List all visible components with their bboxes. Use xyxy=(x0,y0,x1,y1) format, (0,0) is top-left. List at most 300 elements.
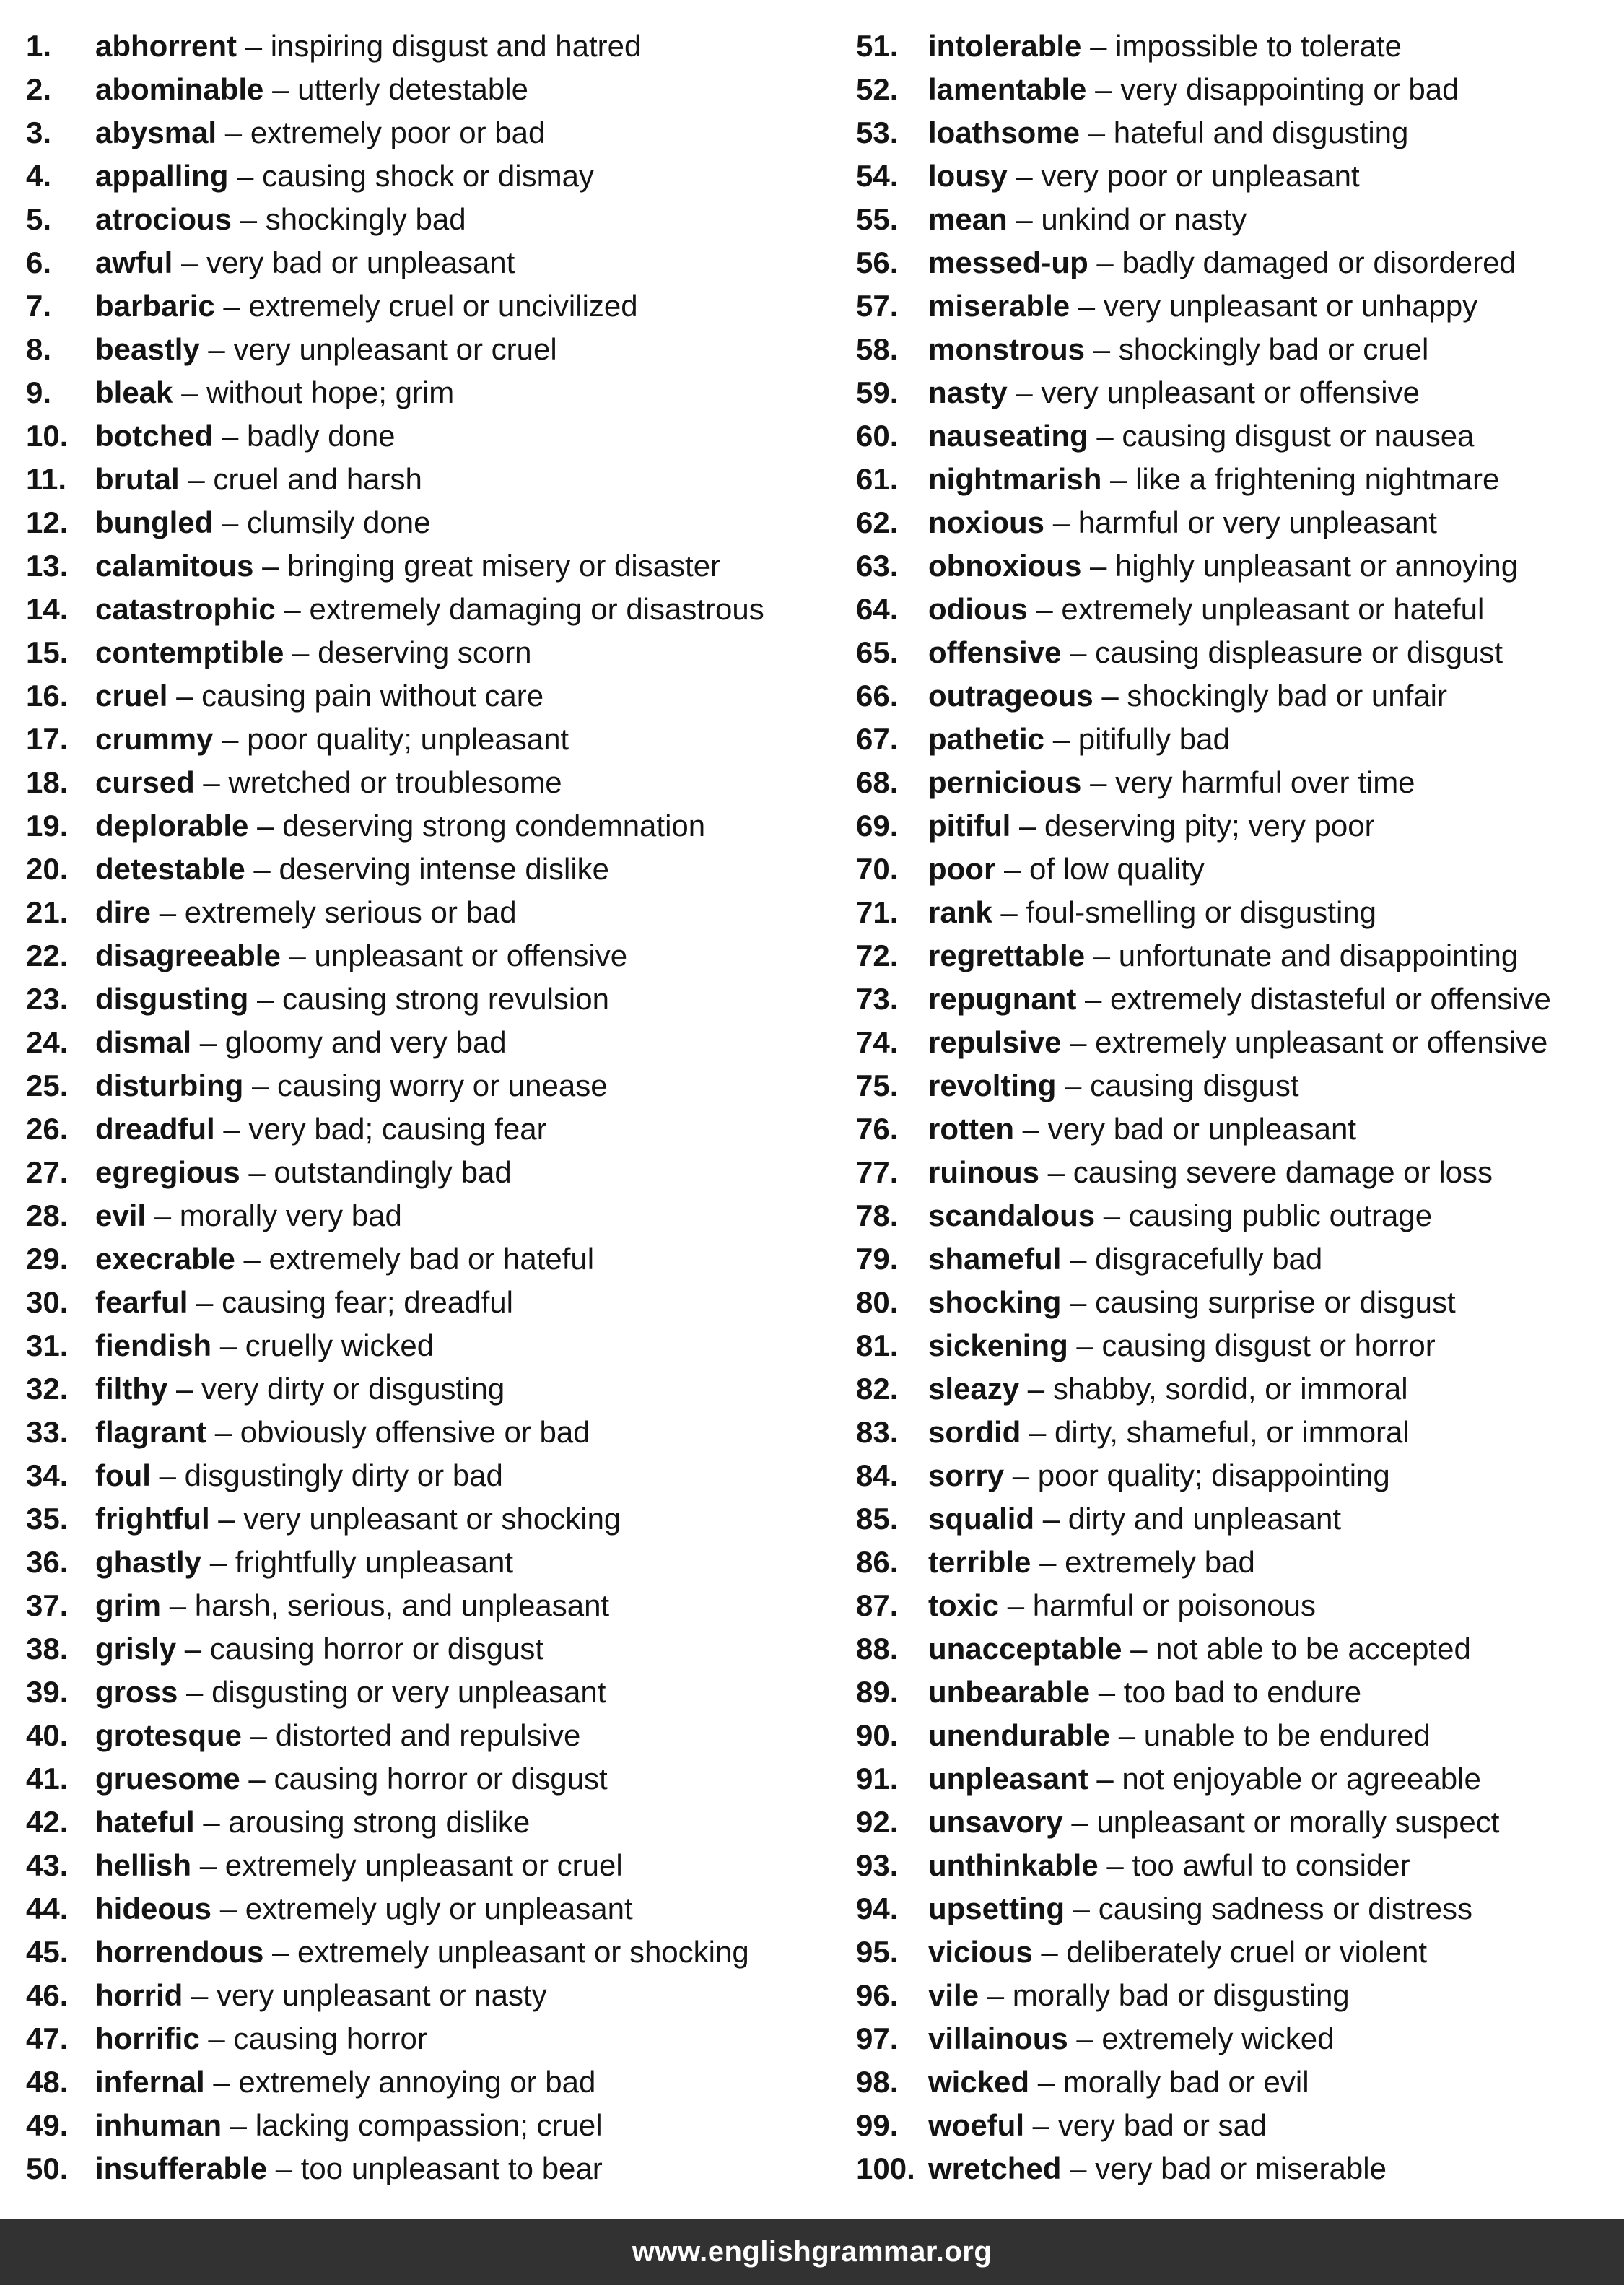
item-separator: – xyxy=(1096,245,1114,279)
list-item xyxy=(856,1584,1624,1627)
item-word: messed-up xyxy=(928,245,1088,279)
item-separator: – xyxy=(262,549,279,583)
list-item xyxy=(26,284,842,328)
item-definition: morally bad or disgusting xyxy=(1012,1978,1350,2012)
item-separator: – xyxy=(1098,1675,1116,1709)
item-body xyxy=(95,2060,595,2104)
item-body xyxy=(95,631,532,674)
item-definition: unable to be endured xyxy=(1143,1718,1431,1752)
item-body xyxy=(928,1714,1431,1757)
item-body xyxy=(95,1281,513,1324)
item-body xyxy=(928,371,1420,414)
list-item xyxy=(856,2104,1624,2147)
item-definition: morally bad or evil xyxy=(1062,2065,1309,2099)
item-body xyxy=(928,414,1474,458)
list-item xyxy=(26,804,842,848)
item-definition: extremely wicked xyxy=(1101,2021,1335,2055)
list-item xyxy=(856,674,1624,718)
item-separator: – xyxy=(176,679,193,713)
item-separator: – xyxy=(154,1198,172,1232)
item-separator: – xyxy=(1003,852,1021,886)
list-item xyxy=(856,891,1624,934)
item-definition: cruelly wicked xyxy=(245,1328,435,1362)
list-item xyxy=(856,1671,1624,1714)
item-definition: shockingly bad or unfair xyxy=(1127,679,1447,713)
item-definition: badly damaged or disordered xyxy=(1122,245,1516,279)
item-word: frightful xyxy=(95,1502,210,1536)
list-item xyxy=(856,1367,1624,1411)
item-body xyxy=(95,371,454,414)
item-word: barbaric xyxy=(95,289,215,323)
list-item xyxy=(856,2147,1624,2190)
item-definition: shabby, sordid, or immoral xyxy=(1052,1372,1408,1406)
item-word: monstrous xyxy=(928,332,1086,366)
item-number: 71. xyxy=(856,895,899,929)
item-word: nauseating xyxy=(928,419,1088,453)
list-item xyxy=(26,891,842,934)
item-definition: morally very bad xyxy=(179,1198,402,1232)
item-word: disturbing xyxy=(95,1068,244,1102)
item-separator: – xyxy=(1110,462,1127,496)
list-item xyxy=(856,2060,1624,2104)
item-number: 50. xyxy=(26,2151,69,2185)
item-number: 57. xyxy=(856,289,899,323)
item-number: 23. xyxy=(26,982,69,1016)
item-separator: – xyxy=(223,1112,240,1146)
list-item xyxy=(856,631,1624,674)
item-definition: badly done xyxy=(247,419,396,453)
item-body xyxy=(95,1801,530,1844)
item-number: 64. xyxy=(856,592,899,626)
item-number: 24. xyxy=(26,1025,69,1059)
list-item xyxy=(26,761,842,804)
item-definition: unpleasant or morally suspect xyxy=(1096,1805,1500,1839)
item-number: 19. xyxy=(26,809,69,843)
list-item xyxy=(26,1541,842,1584)
item-word: vicious xyxy=(928,1935,1033,1969)
item-body xyxy=(928,1887,1472,1931)
item-number: 21. xyxy=(26,895,69,929)
item-number: 48. xyxy=(26,2065,69,2099)
item-word: abominable xyxy=(95,72,264,106)
list-item xyxy=(856,718,1624,761)
item-definition: causing shock or dismay xyxy=(262,159,594,193)
list-item xyxy=(26,1497,842,1541)
item-word: revolting xyxy=(928,1068,1057,1102)
item-number: 29. xyxy=(26,1242,69,1276)
item-number: 25. xyxy=(26,1068,69,1102)
item-definition: deserving pity; very poor xyxy=(1044,809,1375,843)
item-definition: dirty, shameful, or immoral xyxy=(1055,1415,1410,1449)
list-item xyxy=(856,1974,1624,2017)
item-separator: – xyxy=(1071,1805,1088,1839)
item-definition: causing horror xyxy=(233,2021,427,2055)
item-definition: frightfully unpleasant xyxy=(235,1545,513,1579)
list-item xyxy=(856,284,1624,328)
item-definition: too unpleasant to bear xyxy=(300,2151,603,2185)
item-separator: – xyxy=(272,72,289,106)
list-item xyxy=(26,2060,842,2104)
item-word: pitiful xyxy=(928,809,1011,843)
item-word: awful xyxy=(95,245,173,279)
item-body xyxy=(928,1237,1322,1281)
item-body xyxy=(928,631,1503,674)
item-separator: – xyxy=(169,1588,187,1622)
item-definition: deliberately cruel or violent xyxy=(1066,1935,1428,1969)
item-number: 60. xyxy=(856,419,899,453)
item-definition: without hope; grim xyxy=(206,375,455,409)
item-definition: very unpleasant or unhappy xyxy=(1103,289,1478,323)
item-definition: harmful or poisonous xyxy=(1032,1588,1316,1622)
item-definition: impossible to tolerate xyxy=(1115,29,1402,63)
item-body xyxy=(95,1627,543,1671)
item-word: unsavory xyxy=(928,1805,1063,1839)
item-number: 1. xyxy=(26,29,52,63)
list-item xyxy=(856,241,1624,284)
item-number: 97. xyxy=(856,2021,899,2055)
list-item xyxy=(26,68,842,111)
item-separator: – xyxy=(1027,1372,1045,1406)
item-separator: – xyxy=(1096,419,1114,453)
item-word: nasty xyxy=(928,375,1008,409)
item-body xyxy=(928,1801,1499,1844)
item-number: 74. xyxy=(856,1025,899,1059)
item-separator: – xyxy=(196,1285,214,1319)
list-item xyxy=(26,2104,842,2147)
item-word: horrendous xyxy=(95,1935,264,1969)
item-word: hellish xyxy=(95,1848,192,1882)
item-number: 6. xyxy=(26,245,52,279)
item-definition: extremely unpleasant or cruel xyxy=(224,1848,623,1882)
list-item xyxy=(26,241,842,284)
item-word: appalling xyxy=(95,159,229,193)
item-body xyxy=(95,588,764,631)
item-number: 55. xyxy=(856,202,899,236)
item-body xyxy=(928,25,1402,68)
list-item xyxy=(26,1671,842,1714)
item-body xyxy=(95,718,569,761)
item-body xyxy=(928,1021,1547,1064)
item-word: detestable xyxy=(95,852,245,886)
item-word: infernal xyxy=(95,2065,205,2099)
item-body xyxy=(95,328,557,371)
item-separator: – xyxy=(1016,159,1033,193)
item-number: 67. xyxy=(856,722,899,756)
footer-bar xyxy=(0,2219,1624,2285)
item-body xyxy=(95,1151,512,1194)
list-item xyxy=(856,68,1624,111)
item-separator: – xyxy=(208,332,225,366)
item-body xyxy=(95,1194,402,1237)
item-body xyxy=(95,2104,603,2147)
item-definition: extremely unpleasant or hateful xyxy=(1061,592,1485,626)
item-number: 86. xyxy=(856,1545,899,1579)
list-item xyxy=(26,1281,842,1324)
item-word: odious xyxy=(928,592,1028,626)
item-body xyxy=(928,1367,1408,1411)
item-word: insufferable xyxy=(95,2151,268,2185)
item-body xyxy=(95,1714,580,1757)
item-definition: causing disgust xyxy=(1090,1068,1299,1102)
item-number: 15. xyxy=(26,635,69,669)
item-separator: – xyxy=(1073,1892,1091,1925)
item-body xyxy=(95,934,627,978)
item-word: woeful xyxy=(928,2108,1024,2142)
item-body xyxy=(928,1064,1299,1107)
item-number: 87. xyxy=(856,1588,899,1622)
list-item xyxy=(856,1151,1624,1194)
item-separator: – xyxy=(1036,592,1053,626)
item-body xyxy=(95,1237,594,1281)
item-body xyxy=(928,1541,1255,1584)
item-number: 17. xyxy=(26,722,69,756)
item-number: 91. xyxy=(856,1762,899,1796)
item-word: botched xyxy=(95,419,214,453)
item-separator: – xyxy=(209,1545,227,1579)
item-body xyxy=(928,1411,1410,1454)
item-separator: – xyxy=(222,722,239,756)
item-body xyxy=(928,68,1459,111)
item-definition: very bad or miserable xyxy=(1095,2151,1387,2185)
list-item xyxy=(26,2017,842,2060)
item-word: scandalous xyxy=(928,1198,1096,1232)
item-separator: – xyxy=(292,635,310,669)
item-body xyxy=(95,501,430,544)
item-definition: very unpleasant or cruel xyxy=(233,332,557,366)
list-item xyxy=(26,588,842,631)
item-number: 69. xyxy=(856,809,899,843)
list-item xyxy=(26,198,842,241)
item-number: 82. xyxy=(856,1372,899,1406)
item-separator: – xyxy=(1016,202,1033,236)
item-number: 89. xyxy=(856,1675,899,1709)
item-number: 100. xyxy=(856,2151,915,2185)
item-word: inhuman xyxy=(95,2108,222,2142)
item-word: sordid xyxy=(928,1415,1021,1449)
item-word: mean xyxy=(928,202,1008,236)
list-item xyxy=(856,761,1624,804)
item-separator: – xyxy=(1032,2108,1050,2142)
item-body xyxy=(928,154,1360,198)
list-item xyxy=(856,1324,1624,1367)
item-body xyxy=(95,414,396,458)
item-body xyxy=(95,1974,547,2017)
list-item xyxy=(856,414,1624,458)
list-item xyxy=(856,1021,1624,1064)
item-number: 72. xyxy=(856,939,899,972)
item-separator: – xyxy=(284,592,301,626)
item-separator: – xyxy=(176,1372,193,1406)
footer-url: www.englishgrammar.org xyxy=(632,2235,992,2268)
list-item xyxy=(856,1844,1624,1887)
item-word: bungled xyxy=(95,505,214,539)
item-number: 10. xyxy=(26,419,69,453)
item-separator: – xyxy=(1041,1935,1058,1969)
list-item xyxy=(856,804,1624,848)
item-definition: poor quality; unpleasant xyxy=(247,722,569,756)
item-definition: distorted and repulsive xyxy=(275,1718,581,1752)
list-item xyxy=(26,544,842,588)
item-separator: – xyxy=(213,2065,230,2099)
item-number: 42. xyxy=(26,1805,69,1839)
list-item xyxy=(26,111,842,154)
item-word: outrageous xyxy=(928,679,1093,713)
item-number: 59. xyxy=(856,375,899,409)
item-definition: highly unpleasant or annoying xyxy=(1115,549,1519,583)
item-body xyxy=(928,2017,1335,2060)
list-item xyxy=(856,1497,1624,1541)
item-number: 2. xyxy=(26,72,52,106)
item-number: 20. xyxy=(26,852,69,886)
item-number: 54. xyxy=(856,159,899,193)
item-body xyxy=(928,934,1518,978)
item-number: 18. xyxy=(26,765,69,799)
item-separator: – xyxy=(1130,1632,1148,1666)
list-item xyxy=(26,1107,842,1151)
item-body xyxy=(928,328,1428,371)
item-number: 11. xyxy=(26,462,67,496)
item-word: rotten xyxy=(928,1112,1014,1146)
item-body xyxy=(928,588,1484,631)
list-item xyxy=(26,2147,842,2190)
list-item xyxy=(856,1801,1624,1844)
item-separator: – xyxy=(191,1978,209,2012)
item-body xyxy=(95,25,641,68)
item-word: flagrant xyxy=(95,1415,207,1449)
item-separator: – xyxy=(159,895,177,929)
item-separator: – xyxy=(181,245,198,279)
list-item xyxy=(856,1194,1624,1237)
list-item xyxy=(856,1454,1624,1497)
item-number: 32. xyxy=(26,1372,69,1406)
item-definition: pitifully bad xyxy=(1078,722,1230,756)
item-word: egregious xyxy=(95,1155,240,1189)
item-definition: arousing strong dislike xyxy=(228,1805,531,1839)
item-body xyxy=(928,1324,1436,1367)
item-definition: deserving intense dislike xyxy=(279,852,610,886)
item-separator: – xyxy=(218,1502,235,1536)
item-number: 56. xyxy=(856,245,899,279)
item-body xyxy=(928,1671,1361,1714)
item-body xyxy=(95,1844,623,1887)
item-separator: – xyxy=(1088,116,1106,149)
item-body xyxy=(95,2147,603,2190)
item-definition: extremely bad or hateful xyxy=(269,1242,595,1276)
item-word: intolerable xyxy=(928,29,1082,63)
item-number: 7. xyxy=(26,289,52,323)
item-word: terrible xyxy=(928,1545,1031,1579)
item-number: 3. xyxy=(26,116,52,149)
item-separator: – xyxy=(1118,1718,1136,1752)
item-body xyxy=(928,501,1437,544)
item-word: repugnant xyxy=(928,982,1077,1016)
item-number: 43. xyxy=(26,1848,69,1882)
item-number: 96. xyxy=(856,1978,899,2012)
item-word: poor xyxy=(928,852,996,886)
list-item xyxy=(26,1844,842,1887)
item-definition: causing horror or disgust xyxy=(209,1632,543,1666)
item-body xyxy=(928,848,1205,891)
item-separator: – xyxy=(1037,2065,1055,2099)
item-separator: – xyxy=(214,1415,232,1449)
item-definition: extremely unpleasant or shocking xyxy=(297,1935,749,1969)
item-number: 77. xyxy=(856,1155,899,1189)
item-separator: – xyxy=(275,2151,293,2185)
item-definition: lacking compassion; cruel xyxy=(255,2108,603,2142)
item-separator: – xyxy=(1070,635,1087,669)
item-body xyxy=(95,2017,427,2060)
item-body xyxy=(928,198,1247,241)
item-number: 37. xyxy=(26,1588,69,1622)
item-word: grotesque xyxy=(95,1718,243,1752)
item-number: 8. xyxy=(26,332,52,366)
item-definition: extremely distasteful or offensive xyxy=(1110,982,1551,1016)
list-item xyxy=(26,458,842,501)
list-item xyxy=(26,1757,842,1801)
item-separator: – xyxy=(243,1242,261,1276)
list-item xyxy=(26,1931,842,1974)
item-word: pathetic xyxy=(928,722,1045,756)
item-definition: very unpleasant or nasty xyxy=(217,1978,547,2012)
list-item xyxy=(26,978,842,1021)
item-definition: causing sadness or distress xyxy=(1098,1892,1472,1925)
item-body xyxy=(95,544,720,588)
item-number: 4. xyxy=(26,159,52,193)
item-body xyxy=(95,1021,507,1064)
item-separator: – xyxy=(1090,29,1107,63)
item-body xyxy=(928,1454,1390,1497)
item-body xyxy=(95,1454,503,1497)
item-definition: too awful to consider xyxy=(1132,1848,1410,1882)
item-word: cursed xyxy=(95,765,195,799)
item-body xyxy=(95,241,515,284)
item-definition: extremely ugly or unpleasant xyxy=(245,1892,633,1925)
item-definition: causing disgust or nausea xyxy=(1122,419,1475,453)
item-number: 34. xyxy=(26,1458,69,1492)
item-word: rank xyxy=(928,895,992,929)
item-body xyxy=(928,1107,1356,1151)
item-word: ghastly xyxy=(95,1545,202,1579)
list-item xyxy=(856,588,1624,631)
item-word: dire xyxy=(95,895,152,929)
list-item xyxy=(856,1107,1624,1151)
item-definition: of low quality xyxy=(1029,852,1205,886)
item-word: villainous xyxy=(928,2021,1068,2055)
item-separator: – xyxy=(251,1068,269,1102)
item-number: 9. xyxy=(26,375,52,409)
list-item xyxy=(26,1454,842,1497)
item-number: 98. xyxy=(856,2065,899,2099)
item-word: pernicious xyxy=(928,765,1082,799)
list-item xyxy=(26,1194,842,1237)
item-word: foul xyxy=(95,1458,151,1492)
list-item xyxy=(26,501,842,544)
list-item xyxy=(26,1627,842,1671)
item-separator: – xyxy=(1052,722,1070,756)
item-separator: – xyxy=(1096,1762,1114,1796)
item-separator: – xyxy=(1093,939,1111,972)
item-definition: utterly detestable xyxy=(297,72,528,106)
item-definition: deserving scorn xyxy=(318,635,532,669)
item-word: hideous xyxy=(95,1892,212,1925)
list-item xyxy=(856,544,1624,588)
item-definition: extremely serious or bad xyxy=(184,895,517,929)
item-number: 95. xyxy=(856,1935,899,1969)
list-item xyxy=(26,328,842,371)
item-number: 39. xyxy=(26,1675,69,1709)
item-definition: very unpleasant or offensive xyxy=(1041,375,1420,409)
item-body xyxy=(928,718,1230,761)
